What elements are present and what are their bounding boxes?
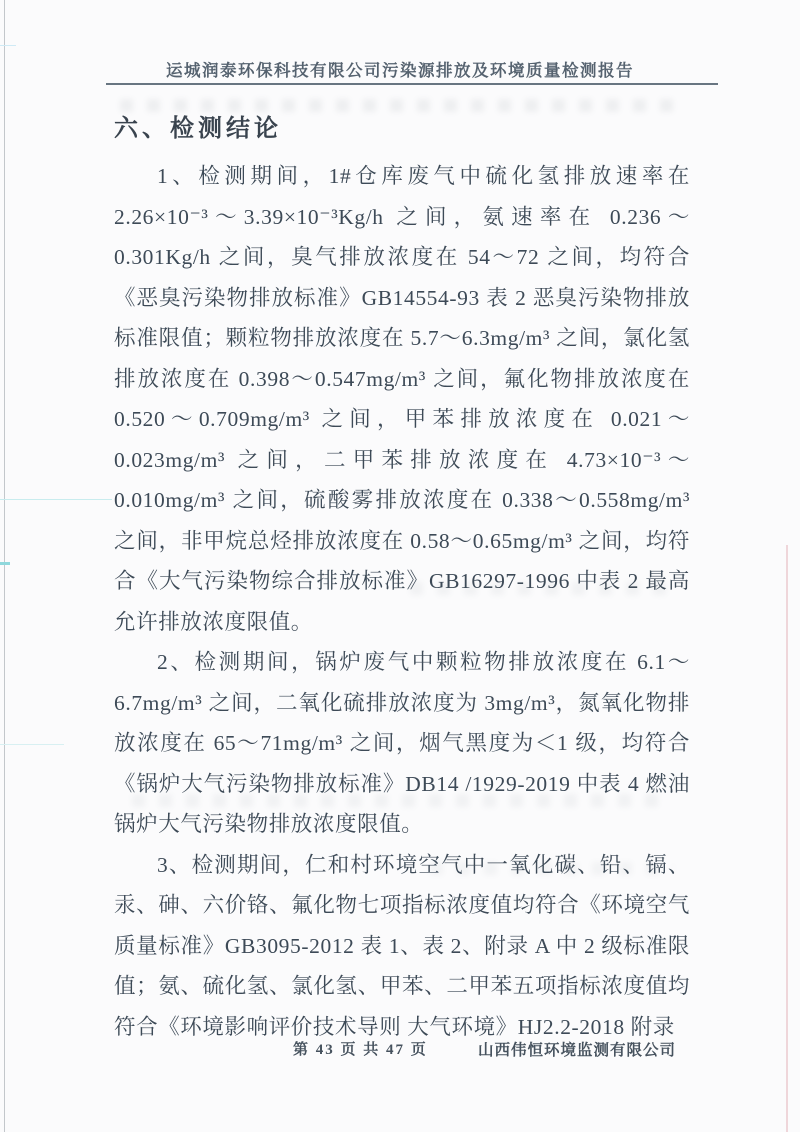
scan-artifact-line (786, 545, 788, 1132)
scan-artifact-line (0, 499, 112, 500)
report-body (114, 156, 690, 1047)
scan-edge-line (4, 0, 5, 1132)
section-title: 六、检测结论 (114, 116, 282, 142)
scan-artifact-line (0, 744, 64, 745)
footer-company-name: 山西伟恒环境监测有限公司 (478, 1042, 677, 1059)
scan-artifact-line (0, 562, 10, 565)
paragraph-conclusion-3: 3、检测期间，仁和村环境空气中一氧化碳、铅、镉、汞、砷、六价铬、氟化物七项指标浓度值均符合《环境空气质量标准》GB3095-2012 表 1、表 2、附录 A 中 2 级标准限值；氨、硫化氢、氯化氢、甲苯、二甲苯五项指标浓度值均符合《环境影响评价技术导则 大气环境》HJ2.2-2018 附录 (114, 852, 690, 1039)
header-divider-line (106, 83, 718, 85)
scan-artifact-line (0, 45, 16, 46)
report-header-title: 运城润泰环保科技有限公司污染源排放及环境质量检测报告 (166, 61, 634, 80)
footer-page-number: 第 43 页 共 47 页 (293, 1042, 428, 1058)
paragraph-conclusion-1: 1、检测期间，1#仓库废气中硫化氢排放速率在 2.26×10⁻³～3.39×10⁻³Kg/h 之间，氨速率在 0.236～0.301Kg/h 之间，臭气排放浓度在 54～72 之间，均符合《恶臭污染物排放标准》GB14554-93 表 2 恶臭污染物排放标准限值；颗粒物排放浓度在 5.7～6.3mg/m³ 之间，氯化氢排放浓度在 0.398～0.547mg/m³ 之间，氟化物排放浓度在 0.520～0.709mg/m³ 之间，甲苯排放浓度在 0.021～0.023mg/m³ 之间，二甲苯排放浓度在 4.73×10⁻³～0.010mg/m³ 之间，硫酸雾排放浓度在 0.338～0.558mg/m³ 之间，非甲烷总烃排放浓度在 0.58～0.65mg/m³ 之间，均符合《大气污染物综合排放标准》GB16297-1996 中表 2 最高允许排放浓度限值。 (114, 164, 690, 634)
paragraph-conclusion-2: 2、检测期间，锅炉废气中颗粒物排放浓度在 6.1～6.7mg/m³ 之间，二氧化硫排放浓度为 3mg/m³，氮氧化物排放浓度在 65～71mg/m³ 之间，烟气黑度为＜1 级，均符合《锅炉大气污染物排放标准》DB14 /1929-2019 中表 4 燃油锅炉大气污染物排放浓度限值。 (114, 650, 690, 836)
